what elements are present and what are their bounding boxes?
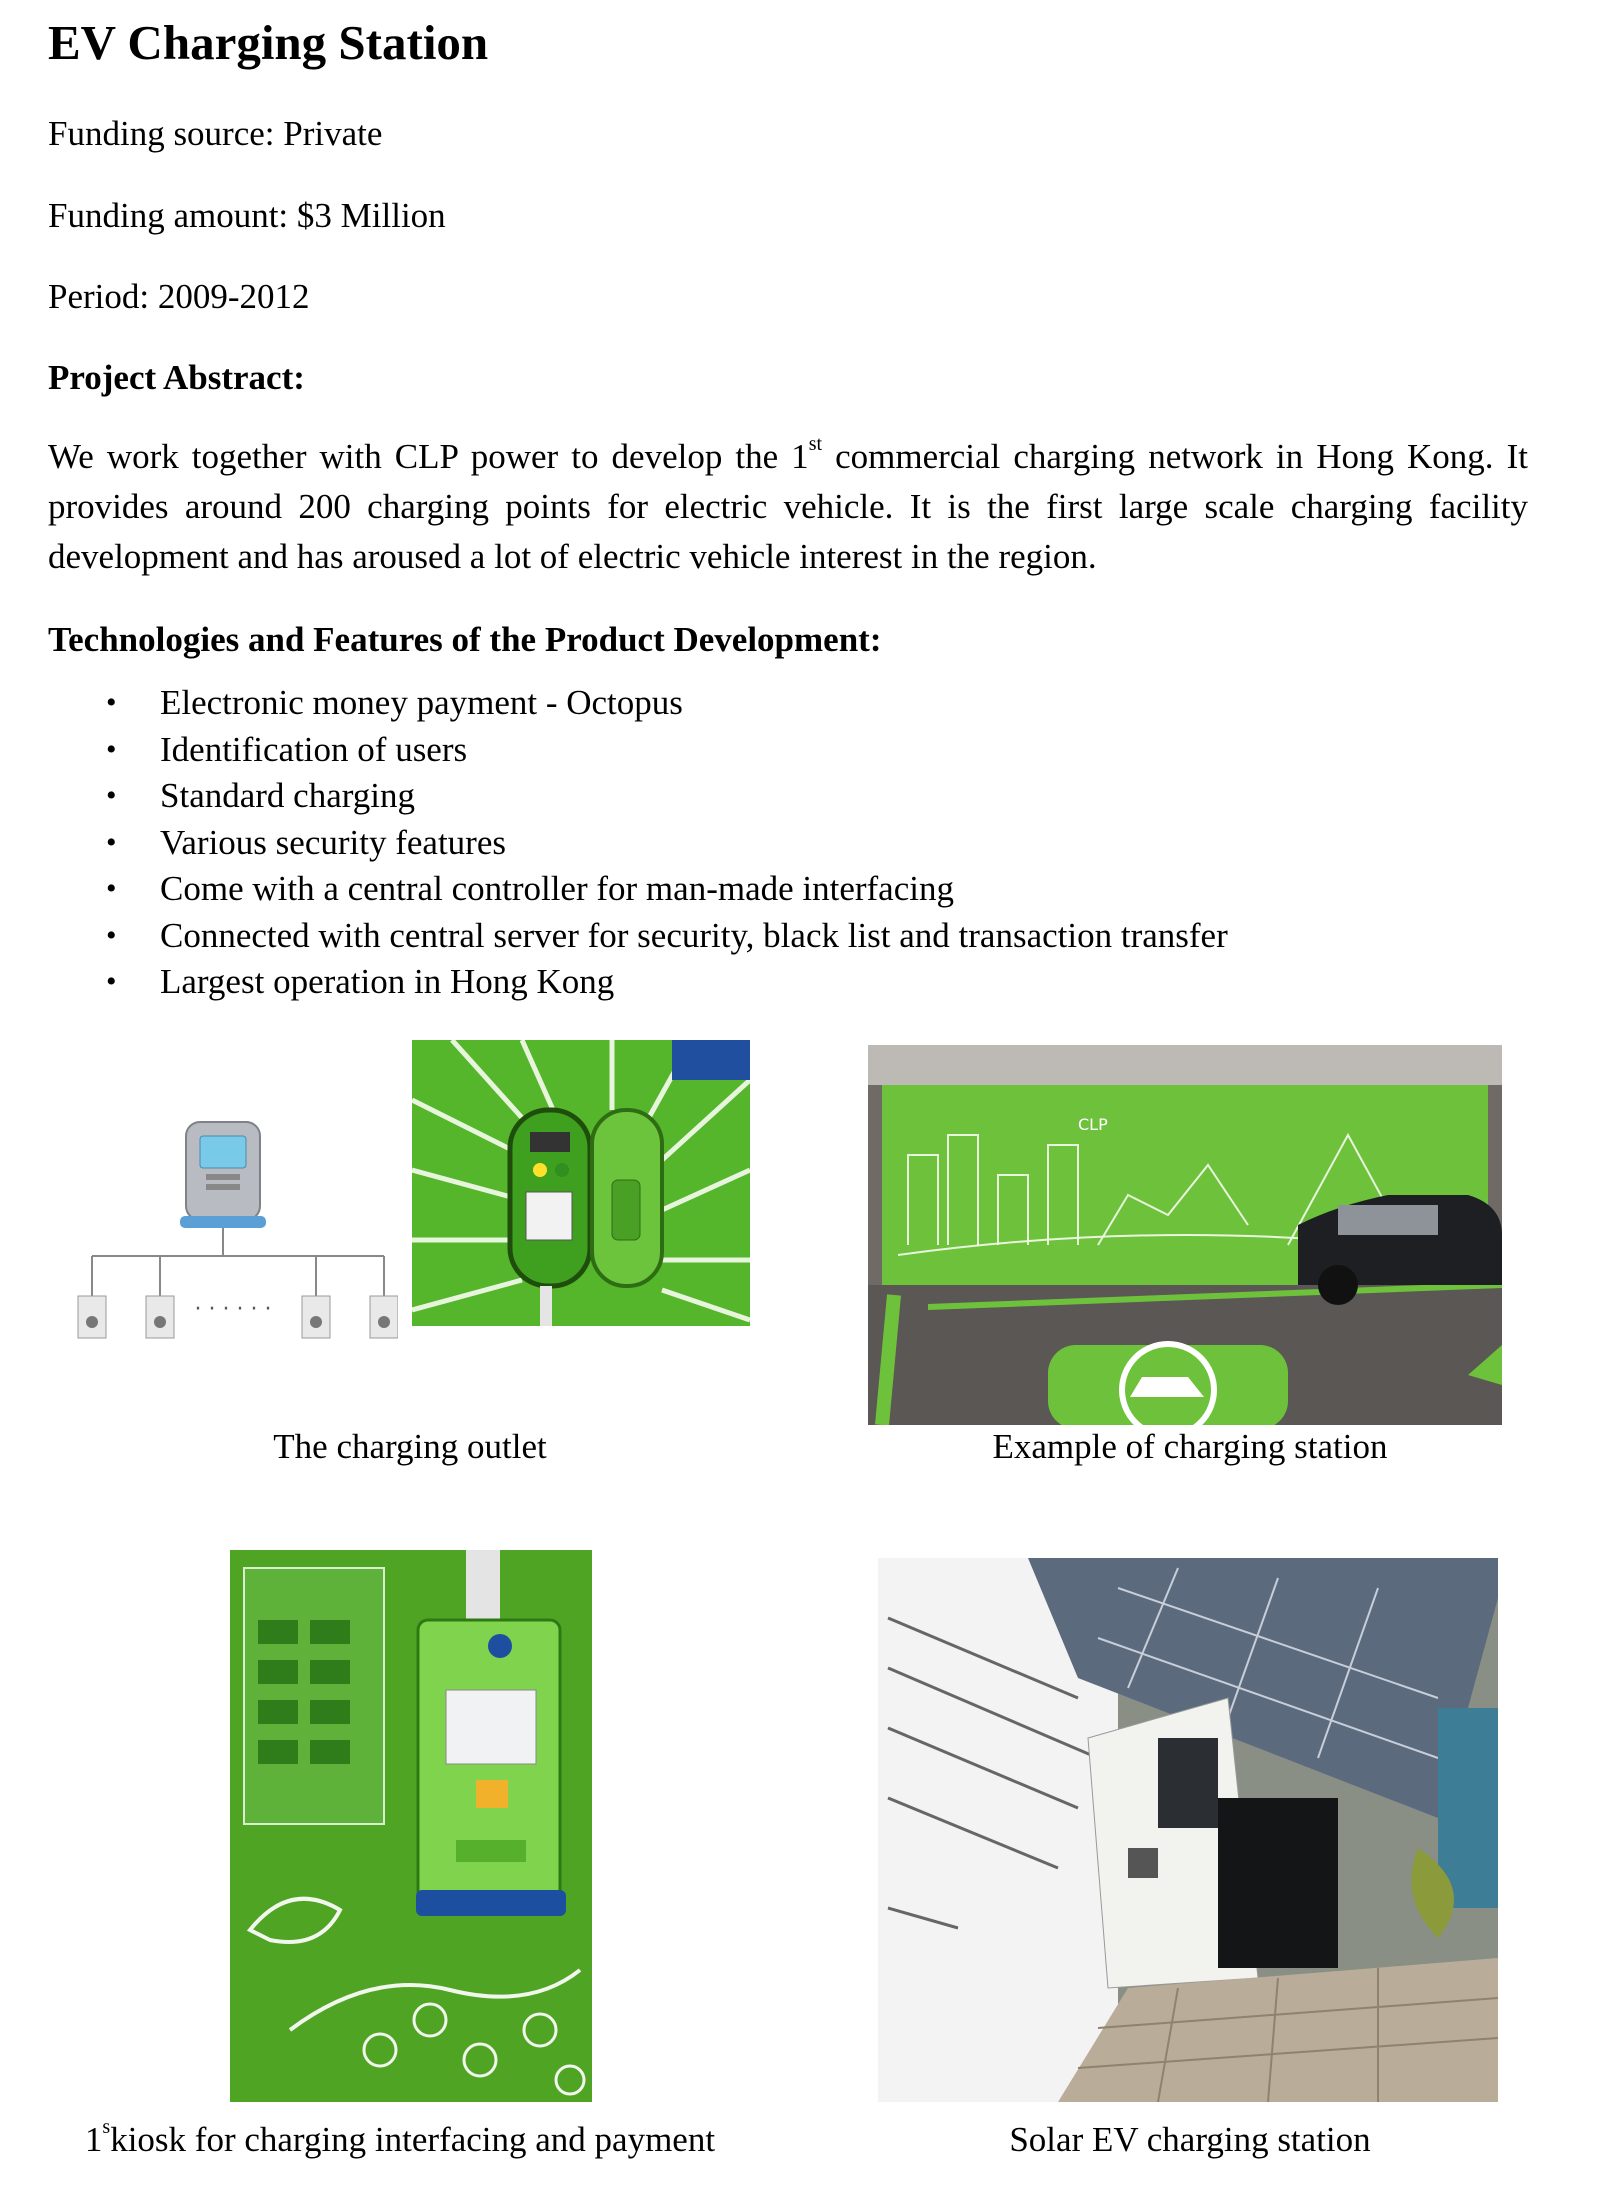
list-item: • Various security features (48, 820, 1228, 867)
funding-source: Funding source: Private (48, 114, 383, 153)
abstract-superscript: st (808, 433, 823, 455)
diagram-dots: · · · · · · (194, 1297, 272, 1322)
list-item: • Identification of users (48, 727, 1228, 774)
network-diagram (68, 1110, 398, 1342)
abstract-text-2: commercial charging network in Hong Kong. It provides around 200 charging points for electric vehicle. It is the first large scale charging facility development and has aroused a lot of electric vehicle interest in the region. (48, 437, 1528, 576)
bullet: • (106, 872, 117, 905)
bullet: • (106, 732, 117, 766)
svg-text:CLP: CLP (1078, 1115, 1108, 1134)
funding-amount: Funding amount: $3 Million (48, 196, 446, 235)
period: Period: 2009-2012 (48, 277, 310, 316)
kiosk-photo (230, 1550, 592, 2102)
list-item: • Electronic money payment - Octopus (48, 680, 1228, 727)
list-item: • Come with a central controller for man-made interfacing (48, 866, 1228, 913)
abstract-heading: Project Abstract: (48, 358, 305, 397)
list-item: • Largest operation in Hong Kong (48, 959, 1228, 1006)
charging-station-photo (868, 1045, 1502, 1425)
charging-outlet-photo (412, 1040, 750, 1326)
caption-charging-outlet: The charging outlet (273, 1427, 547, 1466)
list-item: • Standard charging (48, 773, 1228, 820)
page-title: EV Charging Station (48, 15, 489, 70)
bullet: • (106, 779, 117, 812)
caption-kiosk: 1$^s$kiosk for charging interfacing and payment (84, 2116, 716, 2159)
bullet: • (106, 686, 117, 719)
list-item: • Connected with central server for security, black list and transaction transfer (48, 913, 1228, 960)
bullet: • (106, 965, 117, 998)
abstract-paragraph (48, 432, 1528, 582)
bullet: • (106, 918, 117, 952)
bullet: • (106, 825, 117, 859)
abstract-text-1: We work together with CLP power to develop the 1 (48, 437, 809, 476)
features-heading: Technologies and Features of the Product Development: (48, 620, 882, 659)
caption-solar-station: Solar EV charging station (1009, 2120, 1371, 2159)
caption-charging-station: Example of charging station (992, 1427, 1388, 1466)
solar-station-photo (878, 1558, 1498, 2102)
features-list (48, 680, 1228, 1006)
